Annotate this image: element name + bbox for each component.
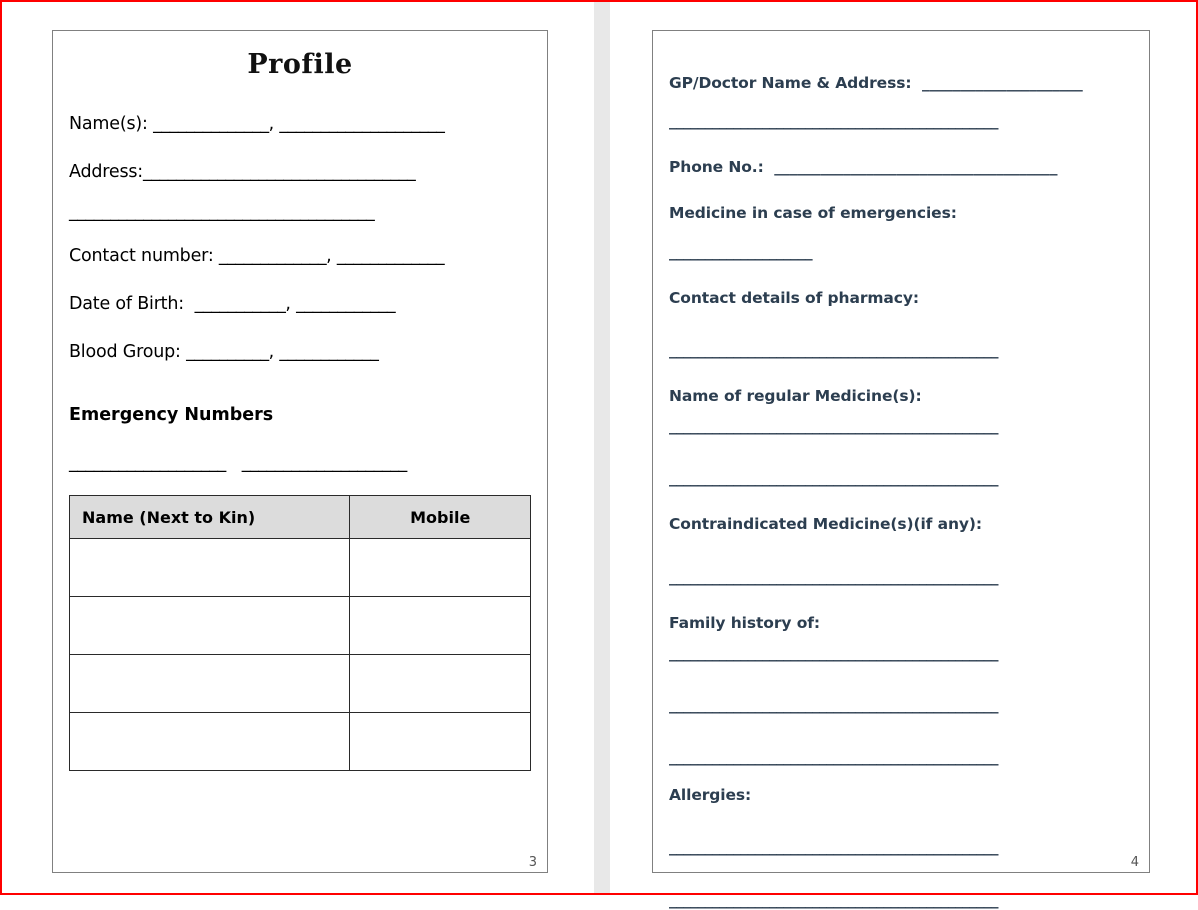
- field-blood-group-label: Blood Group:: [69, 341, 181, 362]
- table-row[interactable]: [70, 597, 531, 655]
- field-address-label: Address:: [69, 161, 143, 182]
- spacer: [669, 446, 1133, 468]
- emergency-numbers-rules: [69, 453, 531, 473]
- field-contact-number: [69, 246, 531, 268]
- field-date-of-birth-label: Date of Birth:: [69, 293, 184, 314]
- field-names-rule-2[interactable]: ____________________: [279, 114, 445, 134]
- field-blood-group-rule-1[interactable]: __________: [186, 341, 269, 362]
- emergency-numbers-heading: Emergency Numbers: [69, 405, 274, 426]
- field-gp-doctor: [669, 73, 1133, 93]
- field-address-rule-2[interactable]: _____________________________________: [69, 201, 375, 222]
- field-date-of-birth: [69, 294, 531, 316]
- field-pharmacy-rule[interactable]: ______________________________________________: [669, 340, 998, 359]
- spacer: [669, 868, 1133, 890]
- field-address-rule-2-line: [69, 202, 531, 222]
- field-phone-no-label: Phone No.:: [669, 158, 764, 177]
- field-names-comma: ,: [268, 114, 274, 134]
- cell-mobile[interactable]: [350, 713, 531, 771]
- next-of-kin-table-head: [70, 496, 531, 539]
- page-title: Profile: [247, 49, 353, 80]
- spacer: [669, 815, 1133, 837]
- field-blood-group-comma: ,: [268, 341, 274, 362]
- spacer: [669, 597, 1133, 613]
- cell-name[interactable]: [70, 597, 350, 655]
- cell-name[interactable]: [70, 655, 350, 713]
- column-header-name: Name (Next to Kin): [70, 496, 350, 539]
- field-names: [69, 114, 531, 136]
- field-contact-number-label: Contact number:: [69, 245, 214, 266]
- cell-mobile[interactable]: [350, 597, 531, 655]
- field-emergency-medicine-label: Medicine in case of emergencies:: [669, 204, 957, 223]
- table-row[interactable]: [70, 713, 531, 771]
- field-contraindicated-rule[interactable]: ______________________________________________: [669, 567, 998, 586]
- field-emergency-medicine-rule[interactable]: ____________________: [669, 242, 813, 261]
- spacer: [669, 187, 1133, 203]
- right-page-wrapper: [596, 2, 1196, 909]
- field-regular-medicine-rule-1[interactable]: ______________________________________________: [669, 417, 998, 436]
- next-of-kin-table-body: [70, 539, 531, 771]
- field-blood-group-rule-2[interactable]: ____________: [279, 341, 379, 362]
- page-number-right: 4: [1130, 855, 1139, 870]
- field-contact-number-rule-2[interactable]: _____________: [336, 245, 445, 266]
- page-number-left: 3: [528, 855, 537, 870]
- cell-mobile[interactable]: [350, 539, 531, 597]
- field-regular-medicine-rule-2[interactable]: ______________________________________________: [669, 469, 998, 488]
- next-of-kin-table: [69, 495, 531, 771]
- field-allergies-label: Allergies:: [669, 786, 752, 805]
- field-address-rule-1[interactable]: _________________________________: [143, 161, 416, 182]
- field-family-history-rule-3[interactable]: ______________________________________________: [669, 748, 998, 767]
- table-row[interactable]: [70, 655, 531, 713]
- field-allergies-rule-2[interactable]: ______________________________________________: [669, 890, 998, 909]
- field-contraindicated-label: Contraindicated Medicine(s)(if any):: [669, 515, 982, 534]
- field-gp-doctor-rule-full[interactable]: ______________________________________________: [669, 112, 998, 131]
- column-header-mobile: Mobile: [350, 496, 531, 539]
- table-row[interactable]: [70, 539, 531, 597]
- field-family-history-rule-2[interactable]: ______________________________________________: [669, 695, 998, 714]
- field-family-history-label: Family history of:: [669, 613, 820, 632]
- left-page-card: [52, 30, 548, 873]
- spacer: [669, 103, 1133, 111]
- field-names-label: Name(s):: [69, 114, 148, 134]
- spacer: [669, 545, 1133, 567]
- field-phone-no-rule[interactable]: _____________________________________: [774, 158, 1058, 177]
- field-names-rule-1[interactable]: ______________: [153, 114, 269, 134]
- field-gp-doctor-label: GP/Doctor Name & Address:: [669, 74, 912, 92]
- field-contact-number-comma: ,: [326, 245, 332, 266]
- field-allergies-rule-1[interactable]: ______________________________________________: [669, 838, 998, 857]
- spacer: [669, 272, 1133, 288]
- field-date-of-birth-rule-2[interactable]: ____________: [296, 293, 396, 314]
- field-regular-medicine-label: Name of regular Medicine(s):: [669, 386, 922, 405]
- field-blood-group: [69, 342, 531, 364]
- cell-mobile[interactable]: [350, 655, 531, 713]
- field-contact-number-rule-1[interactable]: _____________: [218, 245, 327, 266]
- spacer: [669, 673, 1133, 695]
- spacer: [669, 725, 1133, 747]
- field-address: [69, 162, 531, 184]
- field-gp-doctor-rule-inline[interactable]: _____________________: [922, 74, 1083, 92]
- spread-container: [2, 2, 1196, 909]
- emergency-rule-right[interactable]: ____________________: [241, 453, 407, 474]
- right-page-card: [652, 30, 1150, 909]
- field-family-history-rule-1[interactable]: ______________________________________________: [669, 643, 998, 662]
- field-pharmacy-label: Contact details of pharmacy:: [669, 288, 919, 307]
- spacer: [669, 777, 1133, 785]
- spacer: [669, 370, 1133, 386]
- field-date-of-birth-rule-1[interactable]: ___________: [194, 293, 286, 314]
- spacer: [669, 141, 1133, 157]
- cell-name[interactable]: [70, 539, 350, 597]
- spacer: [669, 234, 1133, 242]
- field-date-of-birth-comma: ,: [285, 293, 291, 314]
- left-page-wrapper: [2, 2, 596, 893]
- cell-name[interactable]: [70, 713, 350, 771]
- emergency-rule-left[interactable]: ___________________: [69, 453, 226, 474]
- field-phone-no: [669, 157, 1133, 177]
- spacer: [669, 498, 1133, 514]
- spacer: [669, 318, 1133, 340]
- table-header-row: [70, 496, 531, 539]
